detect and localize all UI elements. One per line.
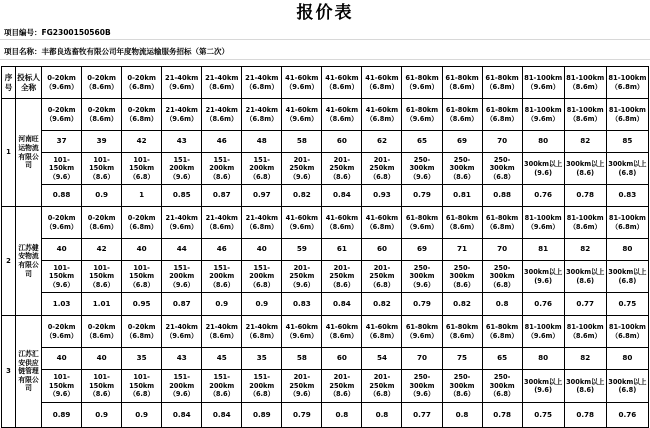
header-column: 81-100km（8.6m）	[564, 67, 606, 99]
distance-range-cell: 300km以上(9.6)	[522, 153, 564, 185]
distance-range-cell: 250-300km（6.8）	[482, 153, 522, 185]
price-cell: 40	[82, 348, 122, 370]
price-cell: 82	[564, 239, 606, 261]
rate-cell: 0.85	[162, 185, 202, 207]
distance-range-cell: 101-150km（8.6）	[82, 370, 122, 403]
rate-cell: 0.77	[564, 293, 606, 316]
rate-cell: 0.78	[482, 403, 522, 428]
rate-cell: 0.8	[482, 293, 522, 316]
distance-range-cell: 300km以上(6.8)	[606, 153, 648, 185]
price-cell: 75	[442, 348, 482, 370]
distance-range-cell: 201-250km（9.6）	[282, 153, 322, 185]
distance-range-cell: 201-250km（9.6）	[282, 261, 322, 293]
distance-range-cell: 151-200km（8.6）	[202, 153, 242, 185]
price-cell: 60	[322, 348, 362, 370]
rate-cell: 0.95	[122, 293, 162, 316]
distance-range-cell: 61-80km（8.6m）	[442, 207, 482, 239]
distance-range-cell: 81-100km（8.6m）	[564, 207, 606, 239]
distance-range-cell: 300km以上(8.6)	[564, 153, 606, 185]
price-cell: 69	[442, 131, 482, 153]
distance-range-cell: 41-60km（8.6m）	[322, 316, 362, 348]
distance-range-cell: 300km以上(8.6)	[564, 370, 606, 403]
distance-range-cell: 151-200km（9.6）	[162, 261, 202, 293]
rate-cell: 0.75	[522, 403, 564, 428]
price-cell: 45	[202, 348, 242, 370]
table-body	[2, 99, 649, 428]
header-column: 81-100km（9.6m）	[522, 67, 564, 99]
distance-range-cell: 61-80km（6.8m）	[482, 316, 522, 348]
header-column: 41-60km（8.6m）	[322, 67, 362, 99]
distance-range-cell: 201-250km（9.6）	[282, 370, 322, 403]
rate-cell: 1	[122, 185, 162, 207]
rate-cell: 0.83	[282, 293, 322, 316]
rate-cell: 0.75	[606, 293, 648, 316]
distance-range-cell: 101-150km（8.6）	[82, 261, 122, 293]
distance-range-cell: 201-250km（6.8）	[362, 261, 402, 293]
distance-range-cell: 0-20km（8.6m）	[82, 99, 122, 131]
price-cell: 54	[362, 348, 402, 370]
price-cell: 82	[564, 131, 606, 153]
rate-cell: 0.79	[282, 403, 322, 428]
rate-cell: 0.83	[606, 185, 648, 207]
page-title: 报价表	[296, 3, 354, 23]
price-cell: 59	[282, 239, 322, 261]
header-column: 61-80km（9.6m）	[402, 67, 442, 99]
rate-cell: 0.79	[402, 185, 442, 207]
distance-range-cell: 151-200km（8.6）	[202, 370, 242, 403]
price-cell: 81	[522, 239, 564, 261]
distance-range-cell: 61-80km（8.6m）	[442, 316, 482, 348]
rate-cell: 0.82	[442, 293, 482, 316]
rate-cell: 0.9	[82, 185, 122, 207]
price-cell: 35	[122, 348, 162, 370]
distance-range-cell: 201-250km（6.8）	[362, 153, 402, 185]
distance-range-cell: 81-100km（6.8m）	[606, 99, 648, 131]
distance-row	[2, 370, 649, 403]
distance-range-cell: 201-250km（8.6）	[322, 370, 362, 403]
rate-cell: 0.77	[402, 403, 442, 428]
rate-cell: 1.03	[42, 293, 82, 316]
header-column: 21-40km（6.8m）	[242, 67, 282, 99]
price-cell: 43	[162, 348, 202, 370]
distance-range-cell: 250-300km（9.6）	[402, 370, 442, 403]
rate-cell: 0.9	[202, 293, 242, 316]
distance-range-cell: 41-60km（6.8m）	[362, 207, 402, 239]
distance-range-cell: 201-250km（6.8）	[362, 370, 402, 403]
distance-range-cell: 250-300km（8.6）	[442, 370, 482, 403]
distance-range-cell: 61-80km（9.6m）	[402, 207, 442, 239]
price-cell: 69	[402, 239, 442, 261]
header-bidder: 投标人全称	[16, 67, 42, 99]
price-cell: 80	[606, 348, 648, 370]
rate-cell: 0.84	[202, 403, 242, 428]
header-column: 0-20km（6.8m）	[122, 67, 162, 99]
distance-range-cell: 101-150km（9.6）	[42, 370, 82, 403]
distance-range-cell: 101-150km（6.8）	[122, 153, 162, 185]
price-cell: 58	[282, 131, 322, 153]
distance-range-cell: 300km以上(9.6)	[522, 261, 564, 293]
distance-range-cell: 61-80km（9.6m）	[402, 316, 442, 348]
distance-range-cell: 250-300km（8.6）	[442, 153, 482, 185]
distance-range-cell: 0-20km（9.6m）	[42, 99, 82, 131]
rate-cell: 0.8	[362, 403, 402, 428]
header-column: 0-20km（8.6m）	[82, 67, 122, 99]
distance-range-cell: 101-150km（6.8）	[122, 370, 162, 403]
price-cell: 65	[482, 348, 522, 370]
header-row	[2, 67, 649, 99]
price-cell: 80	[522, 348, 564, 370]
price-cell: 40	[42, 348, 82, 370]
distance-range-cell: 21-40km（9.6m）	[162, 316, 202, 348]
header-column: 0-20km（9.6m）	[42, 67, 82, 99]
rate-cell: 0.76	[522, 185, 564, 207]
rate-cell: 0.9	[122, 403, 162, 428]
rate-cell: 0.8	[322, 403, 362, 428]
rate-cell: 0.78	[564, 403, 606, 428]
rate-cell: 0.89	[42, 403, 82, 428]
distance-range-cell: 151-200km（6.8）	[242, 370, 282, 403]
price-cell: 40	[42, 239, 82, 261]
rate-cell: 0.8	[442, 403, 482, 428]
price-cell: 71	[442, 239, 482, 261]
rate-cell: 0.84	[322, 185, 362, 207]
rate-cell: 0.9	[82, 403, 122, 428]
distance-range-cell: 0-20km（6.8m）	[122, 316, 162, 348]
price-cell: 80	[606, 239, 648, 261]
header-seq: 序号	[2, 67, 16, 99]
price-cell: 85	[606, 131, 648, 153]
price-cell: 70	[482, 239, 522, 261]
price-cell: 46	[202, 239, 242, 261]
rate-row	[2, 403, 649, 428]
rate-cell: 0.82	[282, 185, 322, 207]
distance-range-cell: 250-300km（9.6）	[402, 153, 442, 185]
distance-range-cell: 201-250km（8.6）	[322, 153, 362, 185]
distance-range-cell: 41-60km（6.8m）	[362, 99, 402, 131]
price-cell: 35	[242, 348, 282, 370]
rate-cell: 0.93	[362, 185, 402, 207]
distance-range-cell: 81-100km（6.8m）	[606, 316, 648, 348]
rate-cell: 0.97	[242, 185, 282, 207]
project-number: FG2300150560B	[41, 28, 111, 37]
rate-cell: 0.84	[162, 403, 202, 428]
distance-range-cell: 41-60km（9.6m）	[282, 316, 322, 348]
rate-cell: 0.88	[42, 185, 82, 207]
distance-range-cell: 151-200km（9.6）	[162, 370, 202, 403]
distance-range-cell: 21-40km（6.8m）	[242, 99, 282, 131]
distance-row	[2, 261, 649, 293]
price-cell: 46	[202, 131, 242, 153]
project-name: 丰都良选畜牧有限公司年度物流运输服务招标（第二次）	[41, 47, 229, 56]
rate-cell: 0.89	[242, 403, 282, 428]
distance-range-cell: 250-300km（8.6）	[442, 261, 482, 293]
distance-range-cell: 300km以上(9.6)	[522, 370, 564, 403]
divider	[0, 39, 650, 40]
distance-range-cell: 61-80km（6.8m）	[482, 207, 522, 239]
bidder-name-cell: 河南旺运物流有限公司	[16, 99, 42, 207]
price-cell: 42	[82, 239, 122, 261]
header-column: 61-80km（8.6m）	[442, 67, 482, 99]
price-row	[2, 239, 649, 261]
rate-cell: 0.87	[202, 185, 242, 207]
distance-range-cell: 0-20km（6.8m）	[122, 207, 162, 239]
distance-range-cell: 61-80km（8.6m）	[442, 99, 482, 131]
price-cell: 82	[564, 348, 606, 370]
distance-range-cell: 21-40km（6.8m）	[242, 207, 282, 239]
header-column: 41-60km（6.8m）	[362, 67, 402, 99]
distance-range-cell: 21-40km（6.8m）	[242, 316, 282, 348]
price-cell: 42	[122, 131, 162, 153]
distance-range-cell: 0-20km（8.6m）	[82, 316, 122, 348]
header-column: 21-40km（8.6m）	[202, 67, 242, 99]
distance-range-cell: 300km以上(8.6)	[564, 261, 606, 293]
header-column: 41-60km（9.6m）	[282, 67, 322, 99]
price-cell: 40	[242, 239, 282, 261]
distance-range-cell: 21-40km（9.6m）	[162, 207, 202, 239]
distance-range-cell: 41-60km（8.6m）	[322, 99, 362, 131]
rate-row	[2, 293, 649, 316]
distance-range-cell: 61-80km（9.6m）	[402, 99, 442, 131]
rate-cell: 0.87	[162, 293, 202, 316]
distance-row	[2, 153, 649, 185]
price-cell: 80	[522, 131, 564, 153]
rate-cell: 0.82	[362, 293, 402, 316]
distance-range-cell: 41-60km（8.6m）	[322, 207, 362, 239]
distance-range-cell: 151-200km（9.6）	[162, 153, 202, 185]
seq-cell: 1	[2, 99, 16, 207]
price-cell: 39	[82, 131, 122, 153]
price-cell: 65	[402, 131, 442, 153]
distance-range-cell: 0-20km（9.6m）	[42, 316, 82, 348]
bidder-name-cell: 江苏汇安供应链管理有限公司	[16, 316, 42, 428]
distance-range-cell: 201-250km（8.6）	[322, 261, 362, 293]
distance-range-cell: 81-100km（8.6m）	[564, 316, 606, 348]
distance-range-cell: 21-40km（8.6m）	[202, 99, 242, 131]
quote-table	[1, 66, 649, 428]
distance-range-cell: 250-300km（6.8）	[482, 370, 522, 403]
bidder-name-cell: 江苏健安物流有限公司	[16, 207, 42, 316]
rate-row	[2, 185, 649, 207]
project-number-label: 项目编号：	[4, 28, 42, 37]
distance-range-cell: 21-40km（8.6m）	[202, 316, 242, 348]
distance-range-cell: 101-150km（9.6）	[42, 153, 82, 185]
project-name-label: 项目名称：	[4, 47, 42, 56]
distance-range-cell: 300km以上(6.8)	[606, 261, 648, 293]
distance-range-cell: 41-60km（6.8m）	[362, 316, 402, 348]
distance-range-cell: 41-60km（9.6m）	[282, 99, 322, 131]
distance-range-cell: 81-100km（8.6m）	[564, 99, 606, 131]
distance-range-cell: 61-80km（6.8m）	[482, 99, 522, 131]
price-cell: 61	[322, 239, 362, 261]
project-number-line	[4, 27, 111, 38]
rate-cell: 0.81	[442, 185, 482, 207]
rate-cell: 1.01	[82, 293, 122, 316]
price-row	[2, 131, 649, 153]
distance-range-cell: 0-20km（8.6m）	[82, 207, 122, 239]
distance-range-cell: 101-150km（8.6）	[82, 153, 122, 185]
price-cell: 62	[362, 131, 402, 153]
distance-row	[2, 316, 649, 348]
price-cell: 58	[282, 348, 322, 370]
price-cell: 48	[242, 131, 282, 153]
header-column: 61-80km（6.8m）	[482, 67, 522, 99]
rate-cell: 0.88	[482, 185, 522, 207]
rate-cell: 0.84	[322, 293, 362, 316]
distance-range-cell: 41-60km（9.6m）	[282, 207, 322, 239]
distance-range-cell: 21-40km（8.6m）	[202, 207, 242, 239]
distance-range-cell: 250-300km（6.8）	[482, 261, 522, 293]
distance-range-cell: 0-20km（9.6m）	[42, 207, 82, 239]
price-cell: 70	[402, 348, 442, 370]
distance-range-cell: 151-200km（8.6）	[202, 261, 242, 293]
project-name-line	[4, 46, 229, 57]
distance-range-cell: 81-100km（9.6m）	[522, 316, 564, 348]
rate-cell: 0.79	[402, 293, 442, 316]
price-cell: 60	[322, 131, 362, 153]
distance-range-cell: 81-100km（6.8m）	[606, 207, 648, 239]
distance-range-cell: 101-150km（9.6）	[42, 261, 82, 293]
distance-range-cell: 81-100km（9.6m）	[522, 207, 564, 239]
distance-range-cell: 250-300km（9.6）	[402, 261, 442, 293]
distance-range-cell: 101-150km（6.8）	[122, 261, 162, 293]
divider	[0, 59, 650, 60]
distance-range-cell: 81-100km（9.6m）	[522, 99, 564, 131]
price-cell: 60	[362, 239, 402, 261]
distance-range-cell: 0-20km（6.8m）	[122, 99, 162, 131]
distance-row	[2, 207, 649, 239]
rate-cell: 0.76	[522, 293, 564, 316]
price-cell: 44	[162, 239, 202, 261]
distance-range-cell: 21-40km（9.6m）	[162, 99, 202, 131]
distance-range-cell: 151-200km（6.8）	[242, 153, 282, 185]
header-column: 21-40km（9.6m）	[162, 67, 202, 99]
header-column: 81-100km（6.8m）	[606, 67, 648, 99]
rate-cell: 0.78	[564, 185, 606, 207]
price-cell: 37	[42, 131, 82, 153]
price-cell: 70	[482, 131, 522, 153]
price-cell: 40	[122, 239, 162, 261]
rate-cell: 0.76	[606, 403, 648, 428]
seq-cell: 2	[2, 207, 16, 316]
distance-range-cell: 300km以上(6.8)	[606, 370, 648, 403]
distance-range-cell: 151-200km（6.8）	[242, 261, 282, 293]
distance-row	[2, 99, 649, 131]
seq-cell: 3	[2, 316, 16, 428]
price-cell: 43	[162, 131, 202, 153]
rate-cell: 0.9	[242, 293, 282, 316]
price-row	[2, 348, 649, 370]
